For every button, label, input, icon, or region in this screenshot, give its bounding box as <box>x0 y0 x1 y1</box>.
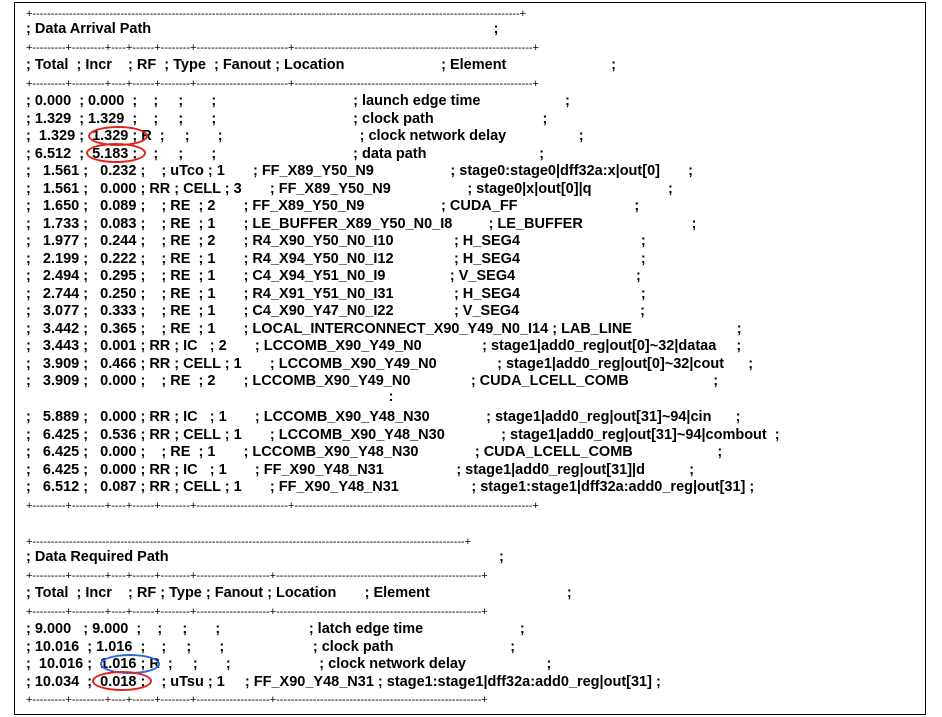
arrival-row: ; 1.329 ; 1.329 ; R ; ; ; ; clock network delay ; <box>26 128 584 144</box>
required-row: ; 9.000 ; 9.000 ; ; ; ; ; latch edge time ; <box>26 621 525 637</box>
arrival-row: ; 1.329 ; 1.329 ; ; ; ; ; clock path ; <box>26 110 548 127</box>
arrival-row: ; 6.512 ; 5.183 ; ; ; ; ; data path ; <box>26 145 545 162</box>
arrival-column-header: ; Total ; Incr ; RF ; Type ; Fanout ; Location ; Element ; <box>26 57 616 73</box>
required-separator-bottom: +---------+---------+----+------+--------+--------------------+--------------------------------------------------------+ <box>26 694 488 706</box>
arrival-row: ; 6.425 ; 0.536 ; RR ; CELL ; 1 ; LCCOMB_X90_Y48_N30 ; stage1|add0_reg|out[31]~94|combout ; <box>26 426 780 443</box>
arrival-row: ; 2.494 ; 0.295 ; ; RE ; 1 ; C4_X94_Y51_N0_I9 ; V_SEG4 ; <box>26 268 641 284</box>
arrival-row: ; 1.733 ; 0.083 ; ; RE ; 1 ; LE_BUFFER_X89_Y50_N0_I8 ; LE_BUFFER ; <box>26 215 697 232</box>
arrival-row: ; 1.650 ; 0.089 ; ; RE ; 2 ; FF_X89_Y50_N9 ; CUDA_FF ; <box>26 198 640 214</box>
arrival-row: ; 0.000 ; 0.000 ; ; ; ; ; launch edge time ; <box>26 93 570 109</box>
arrival-row: ; 5.889 ; 0.000 ; RR ; IC ; 1 ; LCCOMB_X90_Y48_N30 ; stage1|add0_reg|out[31]~94|cin ; <box>26 409 741 425</box>
required-separator-mid: +---------+---------+----+------+--------+--------------------+--------------------------------------------------------+ <box>26 606 488 618</box>
arrival-separator-header: +---------+---------+----+------+--------+-------------------------+-----------------------------------------------------------------+ <box>26 42 539 54</box>
arrival-row: ; 3.077 ; 0.333 ; ; RE ; 1 ; C4_X90_Y47_N0_I22 ; V_SEG4 ; <box>26 303 645 319</box>
arrival-row: ; 3.443 ; 0.001 ; RR ; IC ; 2 ; LCCOMB_X90_Y49_N0 ; stage1|add0_reg|out[0]~32|dataa ; <box>26 338 742 354</box>
arrival-row-ellipsis: : <box>26 389 394 405</box>
arrival-row: ; 6.425 ; 0.000 ; ; RE ; 1 ; LCCOMB_X90_Y48_N30 ; CUDA_LCELL_COMB ; <box>26 444 723 460</box>
arrival-row: ; 1.561 ; 0.232 ; ; uTco ; 1 ; FF_X89_Y50_N9 ; stage0:stage0|dff32a:x|out[0] ; <box>26 163 693 179</box>
required-row: ; 10.034 ; 0.018 ; ; uTsu ; 1 ; FF_X90_Y48_N31 ; stage1:stage1|dff32a:add0_reg|out[31] ; <box>26 673 661 690</box>
arrival-row: ; 6.425 ; 0.000 ; RR ; IC ; 1 ; FF_X90_Y48_N31 ; stage1|add0_reg|out[31]|d ; <box>26 461 695 478</box>
arrival-row: ; 1.977 ; 0.244 ; ; RE ; 2 ; R4_X90_Y50_N0_I10 ; H_SEG4 ; <box>26 233 646 249</box>
required-row: ; 10.016 ; 1.016 ; ; ; ; ; clock path ; <box>26 638 516 655</box>
required-separator-top: +----------------------------------------------------------------------------------------------------------------------+ <box>26 536 472 548</box>
arrival-row: ; 3.909 ; 0.000 ; ; RE ; 2 ; LCCOMB_X90_Y49_N0 ; CUDA_LCELL_COMB ; <box>26 373 719 389</box>
arrival-separator-bottom: +---------+---------+----+------+--------+-------------------------+-----------------------------------------------------------------+ <box>26 500 539 512</box>
arrival-row: ; 3.909 ; 0.466 ; RR ; CELL ; 1 ; LCCOMB_X90_Y49_N0 ; stage1|add0_reg|out[0]~32|cout ; <box>26 355 754 372</box>
required-title: ; Data Required Path ; <box>26 549 504 565</box>
arrival-row: ; 2.199 ; 0.222 ; ; RE ; 1 ; R4_X94_Y50_N0_I12 ; H_SEG4 ; <box>26 250 646 267</box>
arrival-row: ; 3.442 ; 0.365 ; ; RE ; 1 ; LOCAL_INTERCONNECT_X90_Y49_N0_I14 ; LAB_LINE ; <box>26 320 742 337</box>
arrival-row: ; 1.561 ; 0.000 ; RR ; CELL ; 3 ; FF_X89_Y50_N9 ; stage0|x|out[0]|q ; <box>26 180 673 197</box>
utsu-incr-highlight <box>92 671 152 691</box>
arrival-row: ; 6.512 ; 0.087 ; RR ; CELL ; 1 ; FF_X90_Y48_N31 ; stage1:stage1|dff32a:add0_reg|out[31] ; <box>26 479 755 495</box>
arrival-row: ; 2.744 ; 0.250 ; ; RE ; 1 ; R4_X91_Y51_N0_I31 ; H_SEG4 ; <box>26 285 646 302</box>
required-row: ; 10.016 ; 1.016 ; R ; ; ; ; clock network delay ; <box>26 656 552 672</box>
required-column-header: ; Total ; Incr ; RF ; Type ; Fanout ; Location ; Element ; <box>26 585 572 601</box>
arrival-separator-mid: +---------+---------+----+------+--------+-------------------------+-----------------------------------------------------------------+ <box>26 78 539 90</box>
arrival-separator-top: +-------------------------------------------------------------------------------------------------------------------------------------+ <box>26 8 527 20</box>
required-separator-header: +---------+---------+----+------+--------+--------------------+--------------------------------------------------------+ <box>26 570 488 582</box>
arrival-title: ; Data Arrival Path ; <box>26 21 499 37</box>
data-path-incr-highlight <box>86 143 146 163</box>
